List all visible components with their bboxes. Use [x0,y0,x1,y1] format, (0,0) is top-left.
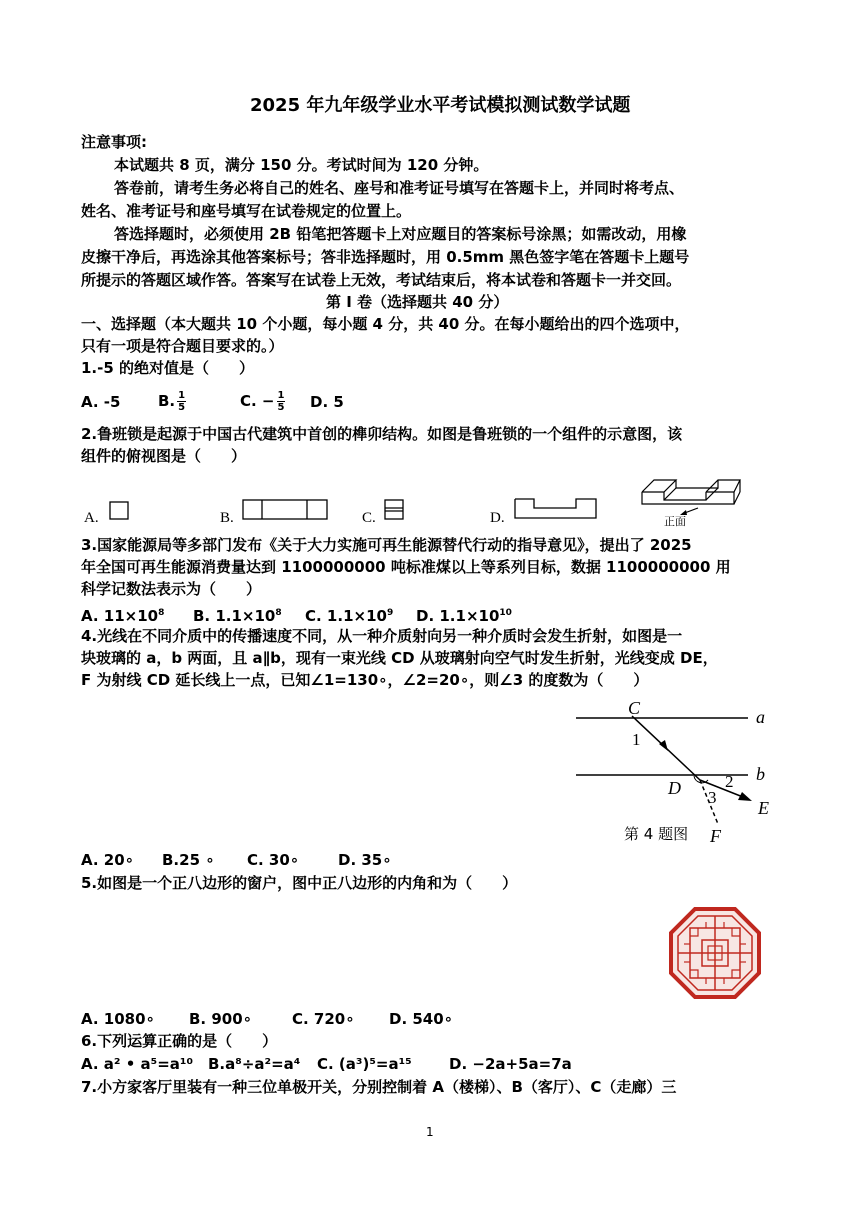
q1-stem: 1.-5 的绝对值是（ ） [81,359,255,377]
q2-option-d-figure [512,496,600,522]
q2-option-a-figure [108,500,132,522]
q6-option-a: A. a² • a⁵=a¹⁰ [81,1055,194,1073]
q3-line3: 科学记数法表示为（ ） [81,580,262,598]
q2-option-a-label: A. [84,510,99,526]
q5-stem: 5.如图是一个正八边形的窗户，图中正八边形的内角和为（ ） [81,874,518,892]
q1-b-fraction: $\frac{1}{5}$ [178,390,186,413]
q2-line2: 组件的俯视图是（ ） [81,447,247,465]
q1-c-fraction: $\frac{1}{5}$ [277,390,285,413]
q2-option-d-label: D. [490,510,505,526]
q3-option-a: A. $11\times 10^8$ [81,607,165,625]
notice-p2a: 答卷前，请考生务必将自己的姓名、座号和准考证号填写在答题卡上，并同时将考点、 [114,179,685,197]
q6-stem: 6.下列运算正确的是（ ） [81,1032,278,1050]
q5-option-a: A. 1080∘ [81,1010,155,1028]
q4-label-b: b [756,764,765,784]
q6-option-c: C. (a³)⁵=a¹⁵ [317,1055,412,1073]
q5-octagon-window-figure [668,906,762,1000]
q1-option-c: C. − $\frac{1}{5}$ [240,390,285,413]
q5-option-c: C. 720∘ [292,1010,355,1028]
q7-line1: 7.小方家客厅里装有一种三位单极开关，分别控制着 A（楼梯）、B（客厅）、C（走廊）三 [81,1078,677,1096]
q4-label-1: 1 [632,730,641,749]
q6-option-b: B.a⁸÷a²=a⁴ [208,1055,301,1073]
notice-p1: 本试题共 8 页，满分 150 分。考试时间为 120 分钟。 [114,156,489,174]
q4-label-C: C [628,698,641,718]
notice-p3c: 所提示的答题区域作答。答案写在试卷上无效，考试结束后，将本试卷和答题卡一并交回。 [81,271,682,289]
q2-option-c-label: C. [362,510,376,526]
q3-option-b: B. $1.1\times 10^8$ [193,607,282,625]
q5-option-b: B. 900∘ [189,1010,253,1028]
q2-front-label: 正面 [664,515,686,528]
q3-line1: 3.国家能源局等多部门发布《关于大力实施可再生能源替代行动的指导意见》，提出了 2025 [81,536,692,554]
q4-label-F: F [710,826,721,846]
q4-option-a: A. 20∘ [81,851,135,869]
q3-line2: 年全国可再生能源消费量达到 1100000000 吨标准煤以上等系列目标，数据 1100000000 用 [81,558,731,576]
section-title: 第 I 卷（选择题共 40 分） [326,293,509,311]
notice-p2b: 姓名、准考证号和座号填写在试卷规定的位置上。 [81,202,412,220]
q4-label-E: E [758,798,769,818]
q2-lock-component-figure [634,470,750,530]
q2-option-b-label: B. [220,510,234,526]
q5-option-d: D. 540∘ [389,1010,454,1028]
q2-option-b-figure [240,498,332,522]
q3-option-c: C. $1.1\times 10^9$ [305,607,394,625]
q6-option-d: D. −2a+5a=7a [449,1055,572,1073]
q2-line1: 2.鲁班锁是起源于中国古代建筑中首创的榫卯结构。如图是鲁班锁的一个组件的示意图，该 [81,425,683,443]
q2-option-c-figure [382,498,408,522]
q3-option-d: D. $1.1\times 10^{10}$ [416,607,512,625]
section1-line1: 一、选择题（本大题共 10 个小题，每小题 4 分，共 40 分。在每小题给出的四个选项中， [81,315,690,333]
q4-option-d: D. 35∘ [338,851,392,869]
q4-line3: F 为射线 CD 延长线上一点，已知∠1=130∘，∠2=20∘，则∠3 的度数为（ ） [81,671,649,689]
q1-option-d: D. 5 [310,393,344,411]
notice-p3b: 皮擦干净后，再选涂其他答案标号；答非选择题时，用 0.5mm 黑色签字笔在答题卡上题号 [81,248,690,266]
notice-heading: 注意事项: [81,133,147,151]
page-title: 2025 年九年级学业水平考试模拟测试数学试题 [250,95,631,116]
q4-label-D: D [668,778,681,798]
q1-option-a: A. -5 [81,393,121,411]
q4-label-a: a [756,707,765,727]
q4-label-2: 2 [725,772,734,791]
notice-p3a: 答选择题时，必须使用 2B 铅笔把答题卡上对应题目的答案标号涂黑；如需改动，用橡 [114,225,687,243]
q4-figure-caption: 第 4 题图 [624,825,689,843]
section1-line2: 只有一项是符合题目要求的。） [81,337,284,355]
q4-option-b: B.25 ∘ [162,851,215,869]
q4-line1: 4.光线在不同介质中的传播速度不同，从一种介质射向另一种介质时会发生折射，如图是一 [81,627,683,645]
q4-label-3: 3 [708,788,717,807]
q1-option-b: B. $\frac{1}{5}$ [158,390,186,413]
q4-option-c: C. 30∘ [247,851,300,869]
q4-line2: 块玻璃的 a，b 两面，且 a∥b，现有一束光线 CD 从玻璃射向空气时发生折射，光线变成 DE， [81,649,718,667]
page-number: 1 [426,1125,434,1139]
